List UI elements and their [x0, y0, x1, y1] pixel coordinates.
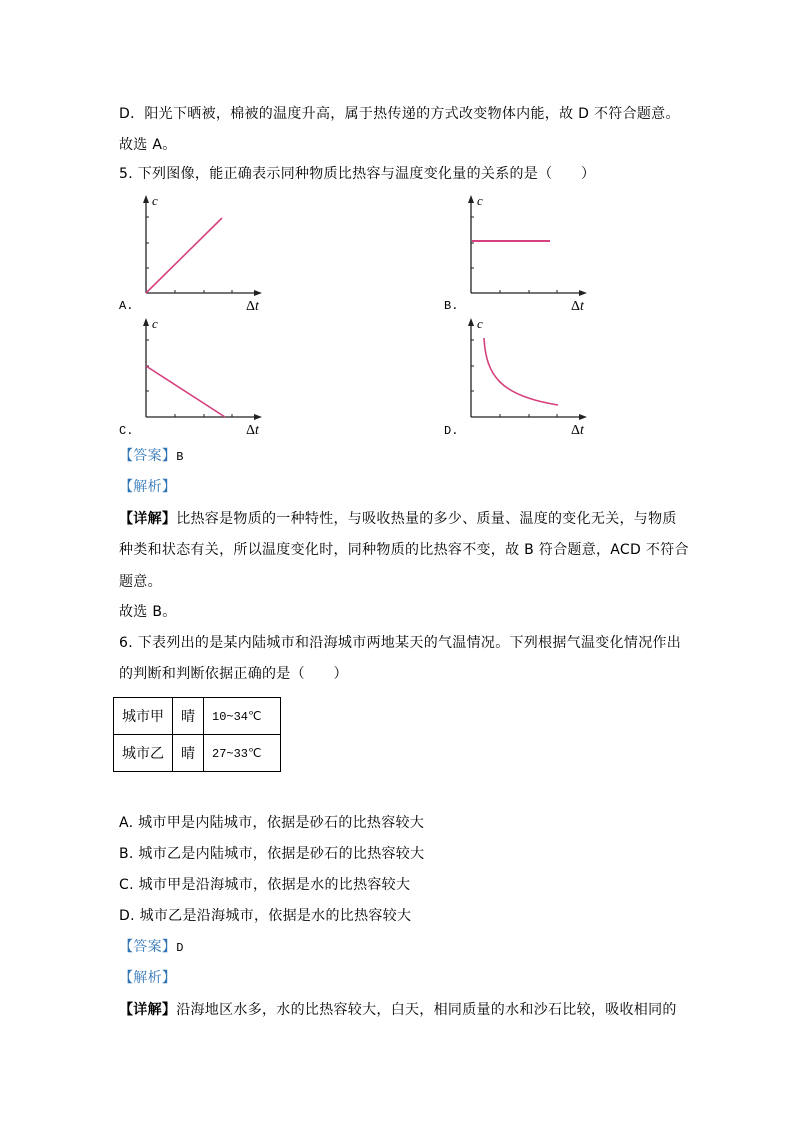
q6-stem-line-1: 6. 下表列出的是某内陆城市和沿海城市两地某天的气温情况。下列根据气温变化情况作出 — [119, 635, 682, 651]
q5-analysis-tag: 【解析】 — [119, 479, 177, 495]
graph-a-label: A. — [119, 299, 134, 313]
graph-b — [443, 193, 613, 318]
q5-answer — [119, 447, 184, 466]
svg-text:Δt: Δt — [246, 299, 259, 314]
q6-answer-value: D — [176, 941, 184, 955]
graph-c — [118, 316, 288, 441]
q5-detail-tag: 【详解】 — [119, 511, 177, 527]
weather-cell: 晴 — [173, 735, 204, 772]
q5-detail-line-3: 题意。 — [119, 574, 162, 590]
prev-conclusion: 故选 A。 — [119, 137, 177, 153]
svg-text:c: c — [152, 316, 158, 331]
q6-option-b: B. 城市乙是内陆城市，依据是砂石的比热容较大 — [119, 846, 425, 862]
graph-d-label: D. — [444, 424, 459, 438]
prev-option-d-explanation: D．阳光下晒被，棉被的温度升高，属于热传递的方式改变物体内能，故 D 不符合题意。 — [119, 106, 680, 122]
svg-text:Δt: Δt — [571, 299, 584, 314]
svg-text:c: c — [477, 193, 483, 208]
city-cell: 城市甲 — [114, 698, 173, 735]
q6-detail-tag: 【详解】 — [119, 1002, 177, 1018]
weather-cell: 晴 — [173, 698, 204, 735]
q5-answer-tag: 【答案】 — [119, 448, 177, 464]
q6-analysis-tag: 【解析】 — [119, 970, 177, 986]
svg-text:Δt: Δt — [246, 423, 259, 438]
q6-stem-line-2: 的判断和判断依据正确的是（ ） — [119, 666, 348, 682]
q5-conclusion: 故选 B。 — [119, 604, 177, 620]
graph-c-label: C. — [119, 424, 134, 438]
q6-detail-line: 【详解】沿海地区水多，水的比热容较大，白天，相同质量的水和沙石比较，吸收相同的 — [119, 1002, 677, 1018]
q6-option-c: C. 城市甲是沿海城市，依据是水的比热容较大 — [119, 877, 411, 893]
graph-b-plot — [443, 193, 613, 318]
q6-answer — [119, 938, 184, 957]
q5-detail-line-1: 【详解】比热容是物质的一种特性，与吸收热量的多少、质量、温度的变化无关，与物质 — [119, 511, 677, 527]
table-row — [114, 735, 281, 772]
temperature-table — [113, 697, 281, 772]
table-row — [114, 698, 281, 735]
graph-c-plot — [118, 316, 288, 441]
graph-a — [118, 193, 288, 318]
temp-cell: 10~34℃ — [204, 698, 281, 735]
graph-d — [443, 316, 613, 441]
graph-d-plot — [443, 316, 613, 441]
q6-answer-tag: 【答案】 — [119, 939, 177, 955]
svg-text:Δt: Δt — [571, 423, 584, 438]
graph-a-plot — [118, 193, 288, 318]
q6-option-a: A. 城市甲是内陆城市，依据是砂石的比热容较大 — [119, 815, 425, 831]
q5-stem: 5. 下列图像，能正确表示同种物质比热容与温度变化量的关系的是（ ） — [119, 166, 596, 182]
city-cell: 城市乙 — [114, 735, 173, 772]
temp-cell: 27~33℃ — [204, 735, 281, 772]
q5-answer-value: B — [176, 450, 184, 464]
graph-b-label: B. — [444, 299, 459, 313]
q5-detail-line-2: 种类和状态有关，所以温度变化时，同种物质的比热容不变，故 B 符合题意，ACD 不符合 — [119, 542, 689, 558]
svg-text:c: c — [152, 193, 158, 208]
q6-option-d: D. 城市乙是沿海城市，依据是水的比热容较大 — [119, 908, 412, 924]
svg-text:c: c — [477, 316, 483, 331]
